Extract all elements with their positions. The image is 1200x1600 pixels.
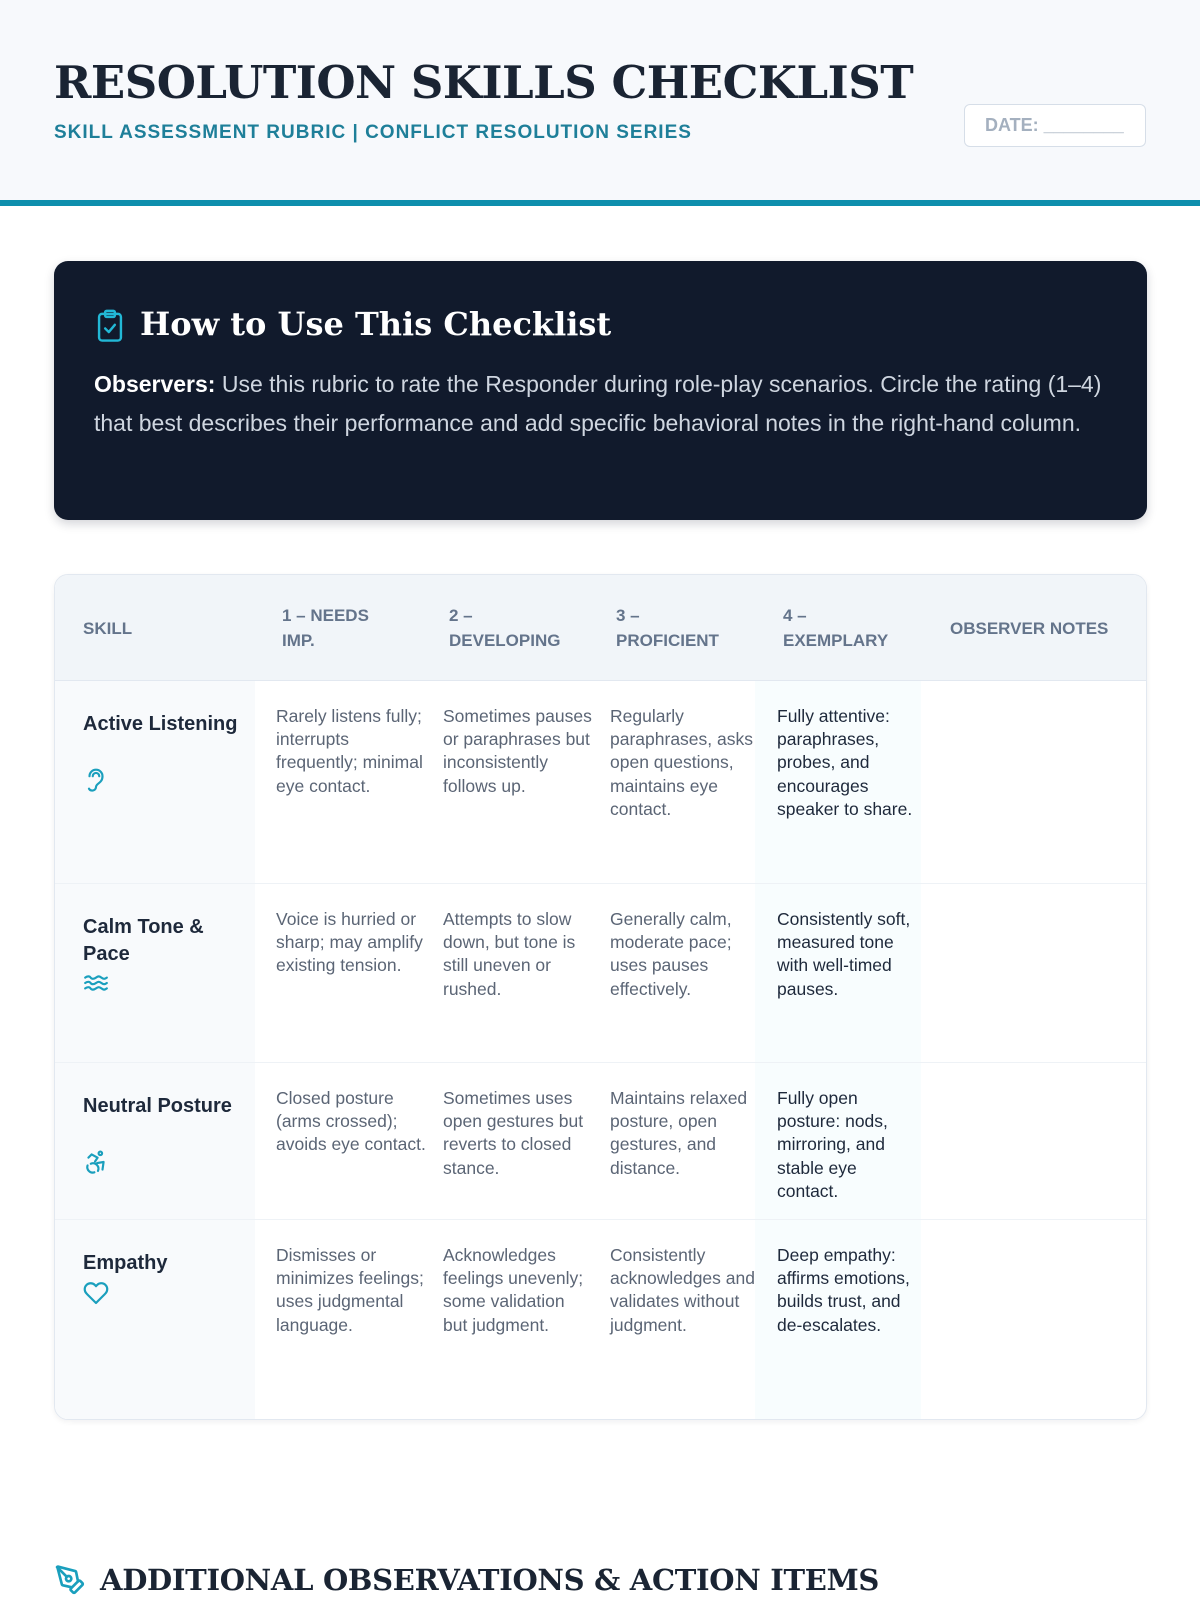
rating-1-description: Closed posture (arms crossed); avoids eye contact. (276, 1088, 426, 1155)
page-title: RESOLUTION SKILLS CHECKLIST (54, 56, 914, 109)
date-field[interactable]: DATE: ________ (964, 104, 1146, 147)
how-to-use-panel (54, 261, 1147, 520)
how-to-use-instructions (94, 365, 1104, 442)
table-row (55, 681, 1146, 884)
rating-4-description: Consistently soft, measured tone with well-timed pauses. (777, 909, 911, 999)
page-header (0, 0, 1200, 206)
header-exemplary: 4 – EXEMPLARY (783, 606, 889, 650)
header-developing: 2 – DEVELOPING (449, 606, 561, 650)
skill-name: Active Listening (83, 713, 238, 735)
instructions-text: Use this rubric to rate the Responder during role-play scenarios. Circle the rating (1–4) that best describes their performance and add specific behavioral notes in the right-hand column. (94, 371, 1102, 436)
rating-1-description: Voice is hurried or sharp; may amplify existing tension. (276, 909, 423, 976)
skill-name: Calm Tone & Pace (83, 916, 204, 965)
ear-icon (83, 767, 109, 793)
table-header (55, 575, 1146, 681)
clipboard-check-icon (95, 309, 125, 343)
accessibility-icon (83, 1149, 109, 1175)
rating-3-description: Generally calm, moderate pace; uses pauses effectively. (610, 909, 732, 999)
rating-2-description: Attempts to slow down, but tone is still uneven or rushed. (443, 909, 576, 999)
page-subtitle: SKILL ASSESSMENT RUBRIC | CONFLICT RESOLUTION SERIES (54, 122, 692, 143)
header-skill: SKILL (83, 618, 133, 638)
additional-observations-title: ADDITIONAL OBSERVATIONS & ACTION ITEMS (100, 1563, 880, 1597)
skill-name: Empathy (83, 1252, 168, 1274)
rating-2-description: Sometimes uses open gestures but reverts to closed stance. (443, 1088, 584, 1178)
header-proficient: 3 – PROFICIENT (616, 606, 719, 650)
rating-3-description: Regularly paraphrases, asks open questions, maintains eye contact. (610, 706, 753, 819)
rating-4-description: Fully open posture: nods, mirroring, and stable eye contact. (777, 1088, 888, 1201)
rating-2-description: Acknowledges feelings unevenly; some validation but judgment. (443, 1245, 584, 1335)
table-row (55, 1220, 1146, 1420)
additional-observations-heading (54, 1560, 879, 1600)
table-row (55, 1063, 1146, 1220)
rating-1-description: Dismisses or minimizes feelings; uses judgmental language. (276, 1245, 424, 1335)
heart-icon (83, 1280, 109, 1306)
rating-1-description: Rarely listens fully; interrupts frequently; minimal eye contact. (276, 706, 423, 796)
header-needs-improvement: 1 – NEEDS IMP. (282, 606, 369, 650)
rating-4-description: Fully attentive: paraphrases, probes, and encourages speaker to share. (777, 706, 913, 819)
table-row (55, 884, 1146, 1063)
rating-3-description: Consistently acknowledges and validates without judgment. (610, 1245, 755, 1335)
how-to-use-title: How to Use This Checklist (140, 305, 612, 343)
waves-icon (83, 970, 109, 996)
rating-2-description: Sometimes pauses or paraphrases but inconsistently follows up. (443, 706, 592, 796)
skill-name: Neutral Posture (83, 1095, 232, 1117)
header-observer-notes: OBSERVER NOTES (950, 618, 1109, 638)
rating-3-description: Maintains relaxed posture, open gestures, and distance. (610, 1088, 748, 1178)
rating-4-description: Deep empathy: affirms emotions, builds trust, and de-escalates. (777, 1245, 910, 1335)
rubric-table (54, 574, 1147, 1420)
observers-label: Observers: (94, 371, 216, 397)
pen-tool-icon (54, 1564, 86, 1596)
